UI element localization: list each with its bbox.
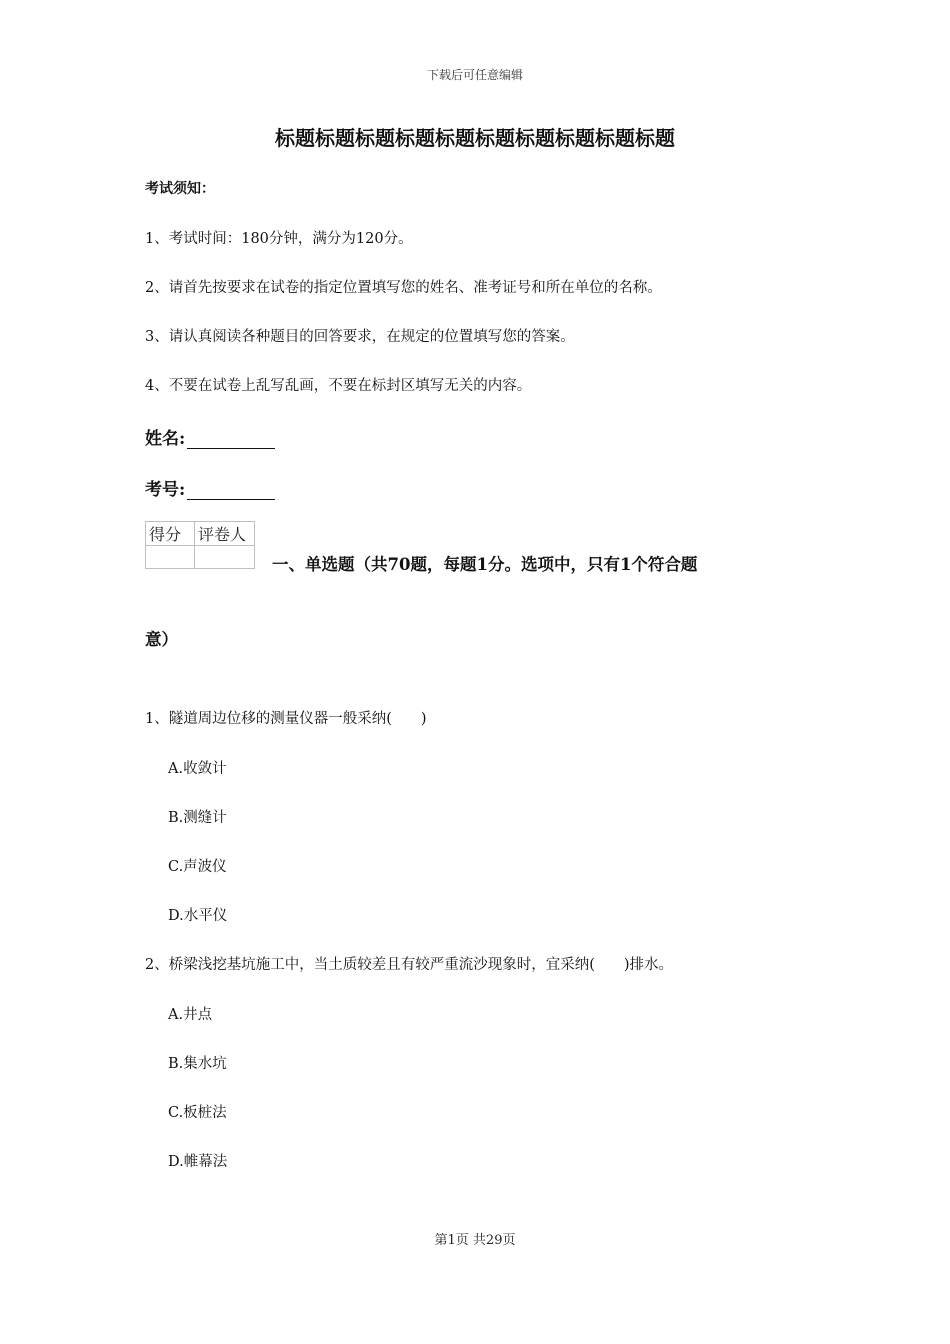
score-cell[interactable] (146, 546, 195, 569)
score-header: 得分 (146, 522, 195, 546)
name-field (145, 424, 275, 449)
section-title: 一、单选题（共70题，每题1分。选项中，只有1个符合题 (272, 555, 698, 574)
question-1-option-c: C.声波仪 (168, 859, 227, 875)
name-blank[interactable] (187, 430, 275, 449)
notice-rule-3: 3、请认真阅读各种题目的回答要求，在规定的位置填写您的答案。 (145, 329, 575, 345)
notice-rule-2: 2、请首先按要求在试卷的指定位置填写您的姓名、准考证号和所在单位的名称。 (145, 280, 662, 296)
question-2: 2、桥梁浅挖基坑施工中，当土质较差且有较严重流沙现象时，宜采纳( )排水。 (145, 957, 674, 973)
name-label: 姓名: (145, 429, 186, 449)
section-title-continued: 意） (145, 630, 178, 649)
question-2-option-c: C.板桩法 (168, 1105, 227, 1121)
question-2-option-b: B.集水坑 (168, 1056, 227, 1072)
header-note: 下载后可任意编辑 (426, 68, 523, 82)
notice-rule-4: 4、不要在试卷上乱写乱画，不要在标封区填写无关的内容。 (145, 378, 532, 394)
notice-rule-1: 1、考试时间：180分钟，满分为120分。 (145, 231, 413, 247)
document-title: 标题标题标题标题标题标题标题标题标题标题 (275, 126, 675, 150)
exam-number-field (145, 475, 275, 500)
notice-heading: 考试须知： (145, 181, 215, 197)
question-1-option-a: A.收敛计 (168, 761, 227, 777)
question-1-option-d: D.水平仪 (168, 908, 228, 924)
question-2-option-d: D.帷幕法 (168, 1154, 228, 1170)
question-1-option-b: B.测缝计 (168, 810, 227, 826)
question-1: 1、隧道周边位移的测量仪器一般采纳( ) (145, 711, 427, 727)
grader-header: 评卷人 (195, 522, 255, 546)
exam-number-label: 考号: (145, 480, 186, 500)
question-2-option-a: A.井点 (168, 1007, 213, 1023)
page-footer: 第1页 共29页 (434, 1233, 516, 1248)
grader-cell[interactable] (195, 546, 255, 569)
exam-number-blank[interactable] (187, 481, 275, 500)
score-table (145, 521, 255, 569)
